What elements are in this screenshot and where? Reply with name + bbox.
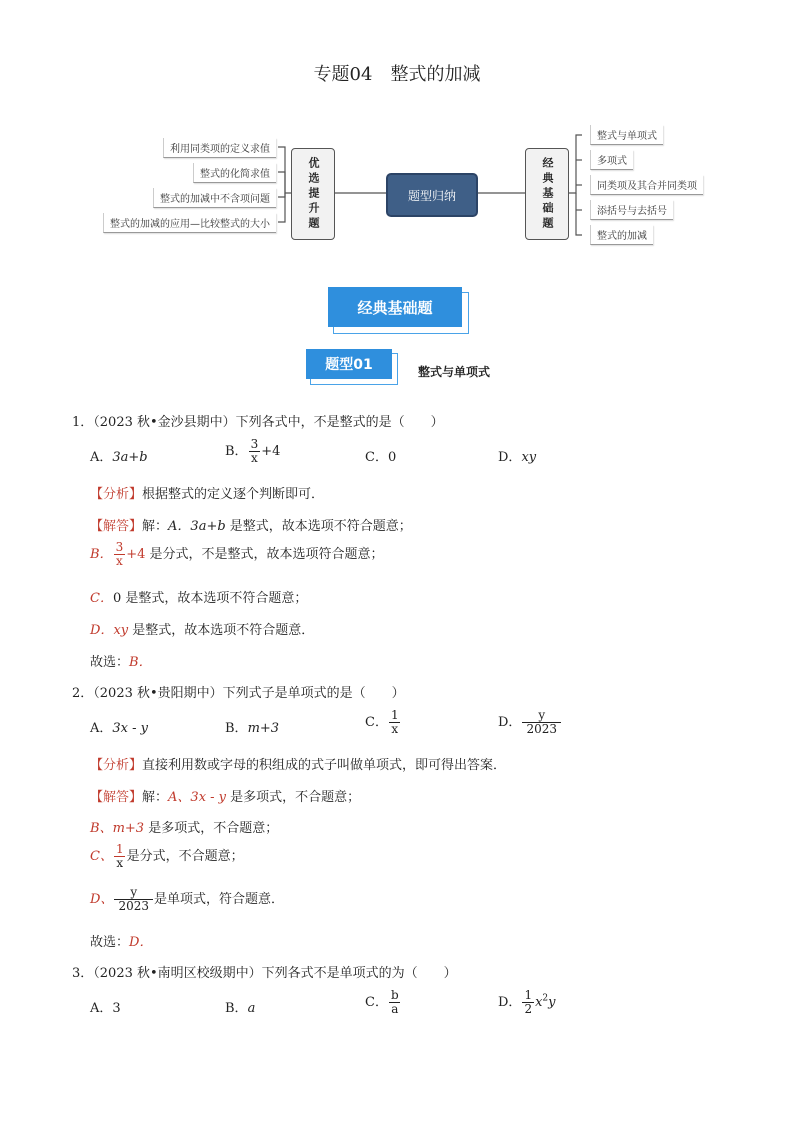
- numerator: 1: [390, 708, 399, 722]
- numerator: 3: [250, 437, 259, 451]
- q1-option-c: [365, 446, 396, 465]
- fraction: [522, 989, 534, 1016]
- answer-label: D、: [90, 892, 114, 907]
- answer-text: 是分式，不合题意；: [126, 849, 244, 864]
- analysis-tag: 【分析】: [90, 758, 143, 773]
- answer-label: D．: [90, 623, 114, 638]
- denominator: x: [116, 856, 124, 870]
- option-label: A．: [90, 1001, 113, 1016]
- denominator: 2023: [114, 899, 153, 913]
- q2-option-d: [498, 709, 562, 736]
- denominator: 2023: [522, 722, 561, 736]
- option-expr: y: [548, 995, 556, 1010]
- exponent: 2: [542, 993, 549, 1004]
- mindmap-right-item: 整式的加减: [590, 225, 653, 245]
- option-expr: a: [247, 1001, 256, 1016]
- mindmap-right-item: 整式与单项式: [590, 125, 663, 145]
- fraction: [114, 541, 126, 568]
- answer-expr: 3x - y: [190, 790, 227, 805]
- q2-answer-d: [90, 886, 284, 913]
- q2-choice: [90, 931, 152, 950]
- answer-text: 是多项式，不合题意；: [226, 790, 361, 805]
- answer-text: 是分式，不是整式，故本选项符合题意；: [145, 547, 384, 562]
- mindmap-right-item: 同类项及其合并同类项: [590, 175, 703, 195]
- q1-answer-b: [90, 541, 384, 568]
- analysis-text: 直接利用数或字母的积组成的式子叫做单项式，即可得出答案．: [142, 758, 507, 773]
- q2-answer-c: [90, 843, 244, 870]
- mindmap-right-item: 添括号与去括号: [590, 200, 673, 220]
- option-label: A．: [90, 450, 113, 465]
- fraction: [114, 886, 153, 913]
- denominator: x: [115, 554, 123, 568]
- option-expr: 3: [112, 1001, 121, 1016]
- option-tail: +4: [261, 444, 281, 459]
- answer-prefix: 解：: [142, 519, 169, 534]
- fraction: [522, 709, 561, 736]
- option-expr: xy: [521, 450, 537, 465]
- q1-option-b: [225, 438, 280, 465]
- answer-expr: m+3: [112, 821, 145, 836]
- mindmap-left-item: 利用同类项的定义求值: [163, 138, 276, 158]
- q2-option-c: [365, 709, 402, 736]
- analysis-tag: 【分析】: [90, 487, 143, 502]
- option-expr: 3a+b: [112, 450, 148, 465]
- page-title: 专题04 整式的加减: [313, 64, 481, 85]
- answer-label: B．: [90, 547, 113, 562]
- option-label: A．: [90, 721, 113, 736]
- option-label: B．: [225, 444, 248, 459]
- mindmap-left-item: 整式的加减中不含项问题: [153, 188, 276, 208]
- q1-answer-d: [90, 619, 314, 638]
- option-label: D．: [498, 715, 522, 730]
- choice-label: 故选：: [90, 655, 130, 670]
- q1-option-d: [498, 446, 536, 465]
- type-title: 整式与单项式: [418, 365, 491, 379]
- q3-option-a: [90, 997, 121, 1016]
- numerator: 1: [115, 842, 124, 856]
- answer-text: 是单项式，符合题意．: [153, 892, 284, 907]
- answer-text: 是整式，故本选项不符合题意．: [128, 623, 315, 638]
- answer-label: C、: [90, 849, 113, 864]
- denominator: 2: [524, 1002, 533, 1016]
- fraction: [389, 989, 401, 1016]
- choice-label: 故选：: [90, 935, 130, 950]
- mindmap-left-item: 整式的加减的应用—比较整式的大小: [103, 213, 276, 233]
- q2-answer-a: [90, 786, 360, 805]
- answer-prefix: 解：: [142, 790, 169, 805]
- numerator: y: [538, 708, 546, 722]
- section-banner-label: 经典基础题: [328, 287, 462, 327]
- section-banner: [328, 287, 464, 329]
- fraction: [114, 843, 126, 870]
- q2-option-b: [225, 717, 279, 736]
- mindmap-center-node: 题型归纳: [386, 173, 478, 217]
- fraction: [249, 438, 261, 465]
- denominator: x: [250, 451, 258, 465]
- answer-tag: 【解答】: [90, 790, 143, 805]
- denominator: x: [391, 722, 399, 736]
- q2-stem: 2．（2023 秋•贵阳期中）下列式子是单项式的是（ ）: [72, 686, 405, 701]
- q1-stem: 1．（2023 秋•金沙县期中）下列各式中，不是整式的是（ ）: [72, 415, 444, 430]
- answer-label: A．: [168, 519, 191, 534]
- q3-stem: 3．（2023 秋•南明区校级期中）下列各式不是单项式的为（ ）: [72, 966, 457, 981]
- option-label: C．: [365, 450, 388, 465]
- numerator: 1: [524, 988, 533, 1002]
- choice-value: D．: [129, 935, 153, 950]
- option-expr: m+3: [247, 721, 280, 736]
- answer-label: C．: [90, 591, 113, 606]
- denominator: a: [391, 1002, 399, 1016]
- mindmap-right-item: 多项式: [590, 150, 633, 170]
- numerator: b: [390, 988, 399, 1002]
- option-expr: x: [535, 995, 543, 1010]
- q1-answer-a: [90, 515, 412, 534]
- answer-text: 是多项式，不合题意；: [144, 821, 279, 836]
- answer-text: 是整式，故本选项不符合题意；: [225, 519, 412, 534]
- type-banner: [306, 349, 394, 381]
- option-expr: 3x - y: [112, 721, 148, 736]
- mindmap-left-item: 整式的化简求值: [193, 163, 276, 183]
- mindmap-right-group: 经典基础题: [525, 148, 569, 240]
- option-expr: 0: [387, 450, 397, 465]
- choice-value: B．: [129, 655, 152, 670]
- option-label: C．: [365, 715, 388, 730]
- q3-option-c: [365, 989, 402, 1016]
- q1-analysis: [90, 483, 324, 502]
- numerator: 3: [115, 540, 124, 554]
- analysis-text: 根据整式的定义逐个判断即可．: [142, 487, 325, 502]
- option-label: C．: [365, 995, 388, 1010]
- option-label: D．: [498, 450, 522, 465]
- q1-option-a: [90, 446, 148, 465]
- option-label: B．: [225, 721, 248, 736]
- answer-expr: xy: [113, 623, 129, 638]
- q3-option-b: [225, 997, 255, 1016]
- q1-choice: [90, 651, 152, 670]
- mindmap-left-group: 优选提升题: [291, 148, 335, 240]
- option-label: B．: [225, 1001, 248, 1016]
- answer-label: A、: [168, 790, 191, 805]
- answer-label: B、: [90, 821, 113, 836]
- q2-analysis: [90, 754, 506, 773]
- q1-answer-c: [90, 587, 307, 606]
- answer-tail: +4: [126, 547, 146, 562]
- q2-option-a: [90, 717, 148, 736]
- type-banner-label: 题型01: [306, 349, 392, 379]
- answer-expr: 3a+b: [190, 519, 226, 534]
- numerator: y: [130, 885, 138, 899]
- q2-answer-b: [90, 817, 278, 836]
- answer-text: 0 是整式，故本选项不符合题意；: [112, 591, 308, 606]
- fraction: [389, 709, 401, 736]
- answer-tag: 【解答】: [90, 519, 143, 534]
- q3-option-d: [498, 989, 556, 1016]
- option-label: D．: [498, 995, 522, 1010]
